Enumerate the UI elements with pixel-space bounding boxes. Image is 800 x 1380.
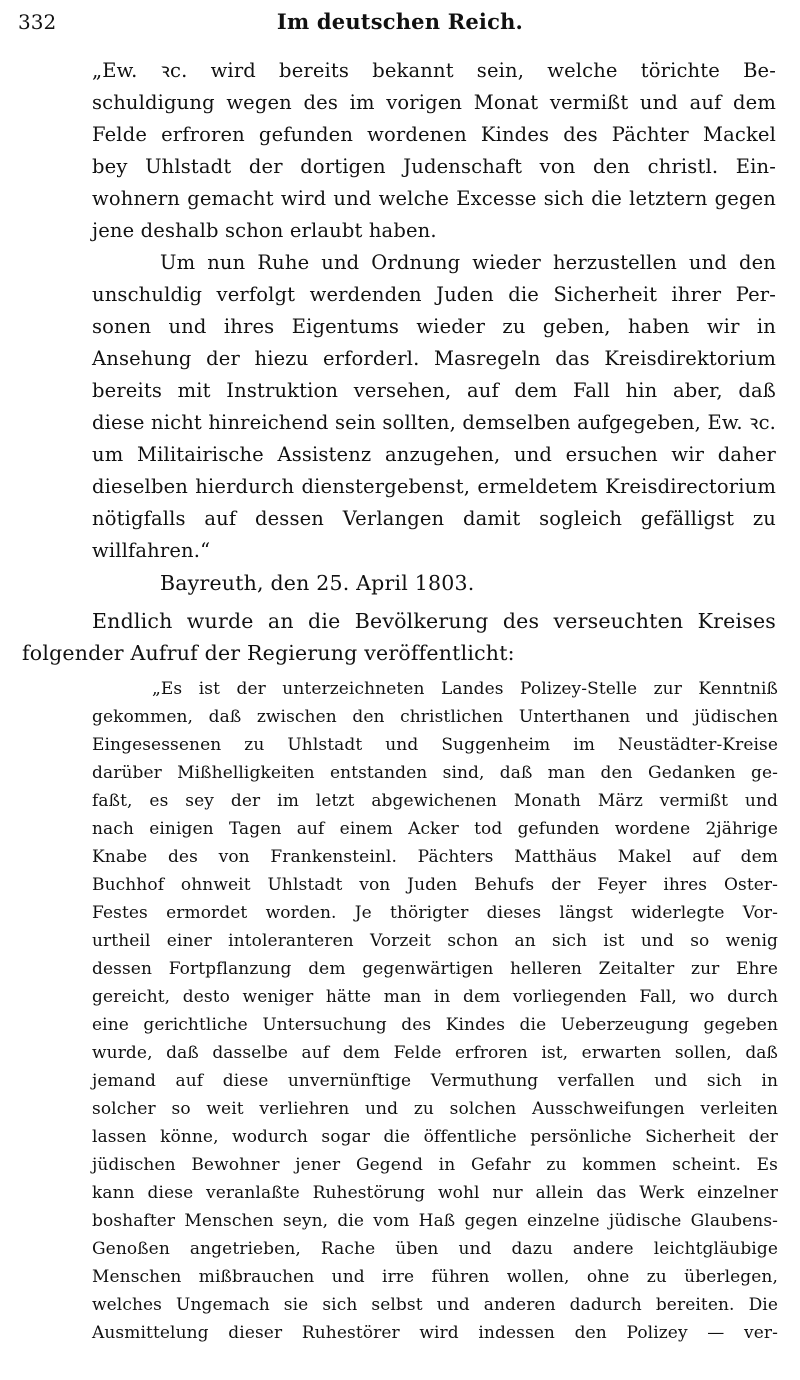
- text-line: schuldigung wegen des im vorigen Monat vermißt und auf dem: [92, 91, 776, 114]
- text-line: Ansehung der hiezu erforderl. Masregeln das Kreisdirektorium: [92, 347, 776, 370]
- text-line: boshafter Menschen seyn, die vom Haß gegen einzelne jüdische Glaubens-: [92, 1211, 778, 1231]
- text-line: lassen könne, wodurch sogar die öffentliche persönliche Sicherheit der: [92, 1127, 778, 1147]
- text-line: faßt, es sey der im letzt abgewichenen Monath März vermißt und: [92, 791, 778, 811]
- text-line: gereicht, desto weniger hätte man in dem vorliegenden Fall, wo durch: [92, 987, 778, 1007]
- text-line: wohnern gemacht wird und welche Excesse sich die letztern gegen: [92, 187, 776, 210]
- text-line: sonen und ihres Eigentums wieder zu geben, haben wir in: [92, 315, 776, 338]
- text-line: dessen Fortpflanzung dem gegenwärtigen helleren Zeitalter zur Ehre: [92, 959, 778, 979]
- text-line: welches Ungemach sie sich selbst und anderen dadurch bereiten. Die: [92, 1295, 778, 1315]
- text-line: „Ew. ꝛc. wird bereits bekannt sein, welche törichte Be-: [92, 59, 776, 82]
- text-line: urtheil einer intoleranteren Vorzeit schon an sich ist und so wenig: [92, 931, 778, 951]
- text-line: wurde, daß dasselbe auf dem Felde erfroren ist, erwarten sollen, daß: [92, 1043, 778, 1063]
- text-line: eine gerichtliche Untersuchung des Kindes die Ueberzeugung gegeben: [92, 1015, 778, 1035]
- text-line: unschuldig verfolgt werdenden Juden die Sicherheit ihrer Per-: [92, 283, 776, 306]
- text-line: Knabe des von Frankensteinl. Pächters Matthäus Makel auf dem: [92, 847, 778, 867]
- text-line: Menschen mißbrauchen und irre führen wollen, ohne zu überlegen,: [92, 1267, 778, 1287]
- text-line: um Militairische Assistenz anzugehen, und ersuchen wir daher: [92, 443, 776, 466]
- text-line: Festes ermordet worden. Je thörigter dieses längst widerlegte Vor-: [92, 903, 778, 923]
- running-head: Im deutschen Reich.: [276, 9, 524, 34]
- text-line: jemand auf diese unvernünftige Vermuthung verfallen und sich in: [92, 1071, 778, 1091]
- text-line: Felde erfroren gefunden wordenen Kindes des Pächter Mackel: [92, 123, 776, 146]
- text-line: dieselben hierdurch dienstergebenst, ermeldetem Kreisdirectorium: [92, 475, 776, 498]
- dateline: Bayreuth, den 25. April 1803.: [160, 571, 475, 595]
- text-line: nach einigen Tagen auf einem Acker tod gefunden wordene 2jährige: [92, 819, 778, 839]
- page-number: 332: [18, 10, 57, 34]
- text-line: folgender Aufruf der Regierung veröffentlicht:: [22, 641, 515, 665]
- text-line: solcher so weit verliehren und zu solchen Ausschweifungen verleiten: [92, 1099, 778, 1119]
- text-line: bey Uhlstadt der dortigen Judenschaft von den christl. Ein-: [92, 155, 776, 178]
- text-line: Endlich wurde an die Bevölkerung des verseuchten Kreises: [92, 609, 776, 633]
- text-line: diese nicht hinreichend sein sollten, demselben aufgegeben, Ew. ꝛc.: [92, 411, 776, 434]
- text-line: Eingesessenen zu Uhlstadt und Suggenheim im Neustädter-Kreise: [92, 735, 778, 755]
- text-line: „Es ist der unterzeichneten Landes Polizey-Stelle zur Kenntniß: [152, 679, 778, 699]
- text-line: jüdischen Bewohner jener Gegend in Gefahr zu kommen scheint. Es: [92, 1155, 778, 1175]
- text-line: kann diese veranlaßte Ruhestörung wohl nur allein das Werk einzelner: [92, 1183, 778, 1203]
- text-line: nötigfalls auf dessen Verlangen damit sogleich gefälligst zu: [92, 507, 776, 530]
- text-line: bereits mit Instruktion versehen, auf dem Fall hin aber, daß: [92, 379, 776, 402]
- text-line: gekommen, daß zwischen den christlichen Unterthanen und jüdischen: [92, 707, 778, 727]
- page-header: [0, 8, 800, 36]
- text-line: jene deshalb schon erlaubt haben.: [92, 219, 437, 242]
- text-line: Ausmittelung dieser Ruhestörer wird indessen den Polizey — ver-: [92, 1323, 778, 1343]
- text-line: darüber Mißhelligkeiten entstanden sind, daß man den Gedanken ge-: [92, 763, 778, 783]
- text-line: willfahren.“: [92, 539, 211, 562]
- text-line: Genoßen angetrieben, Rache üben und dazu andere leichtgläubige: [92, 1239, 778, 1259]
- text-line: Buchhof ohnweit Uhlstadt von Juden Behufs der Feyer ihres Oster-: [92, 875, 778, 895]
- text-line: Um nun Ruhe und Ordnung wieder herzustellen und den: [160, 251, 776, 274]
